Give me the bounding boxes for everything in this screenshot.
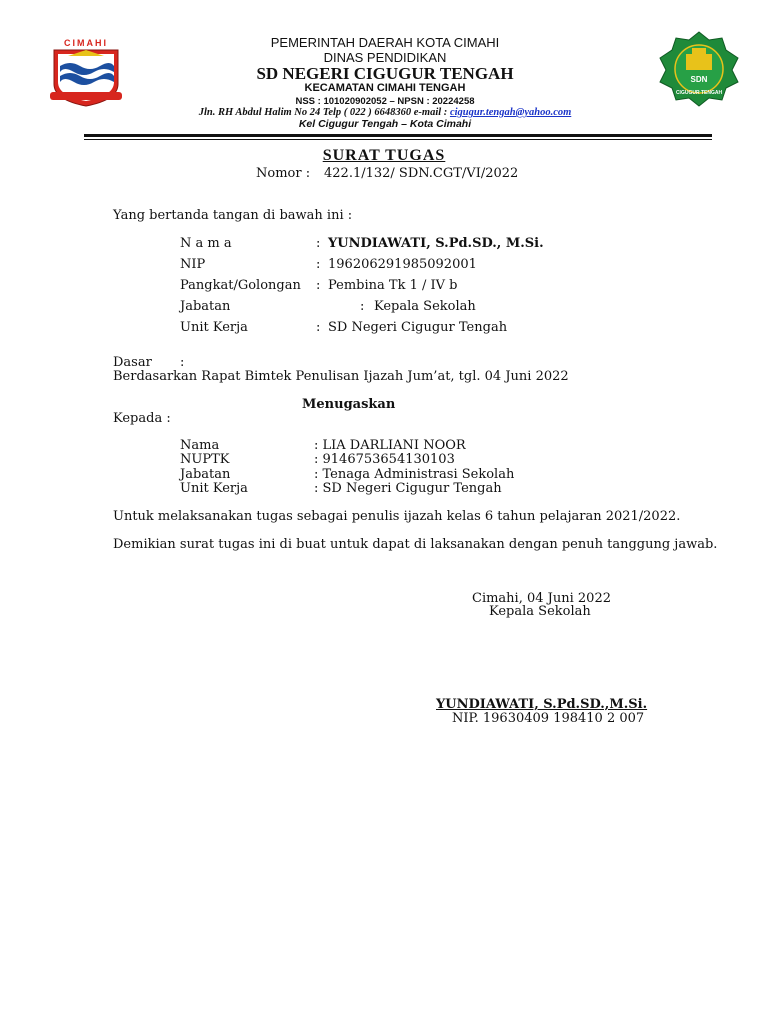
signer-nip-colon: : [316, 257, 321, 272]
assignee-name-label: Nama [180, 438, 220, 453]
assignee-nuptk-label: NUPTK [180, 452, 230, 467]
assignee-name: : LIA DARLIANI NOOR [314, 438, 466, 453]
letter-title: SURAT TUGAS [322, 147, 446, 164]
purpose-text: Untuk melaksanakan tugas sebagai penulis ijazah kelas 6 tahun pelajaran 2021/2022. [113, 509, 681, 524]
signer-unit: SD Negeri Cigugur Tengah [328, 320, 508, 335]
district-name: KECAMATAN CIMAHI TENGAH [304, 82, 466, 94]
assignee-unit: : SD Negeri Cigugur Tengah [314, 481, 502, 496]
header-divider-thin [84, 139, 712, 140]
signer-position-colon: : [360, 299, 365, 314]
menugaskan-heading: Menugaskan [302, 397, 396, 412]
letter-number-label: Nomor : [256, 166, 311, 181]
signer-name-label: N a m a [180, 236, 232, 251]
dasar-label: Dasar [113, 355, 152, 370]
signer-name-colon: : [316, 236, 321, 251]
signer-position: Kepala Sekolah [374, 299, 476, 314]
school-logo-text: SDN [690, 75, 708, 84]
kepada-label: Kepada : [113, 411, 171, 426]
email-link[interactable]: cigugur.tengah@yahoo.com [449, 107, 572, 118]
school-logo [656, 30, 742, 108]
school-logo-caption: CIGUGUR TENGAH [675, 90, 723, 96]
signer-nip: 196206291985092001 [328, 257, 477, 272]
assignee-nuptk: : 9146753654130103 [314, 452, 455, 467]
school-address [140, 107, 630, 118]
header-line-2: DINAS PENDIDIKAN [323, 50, 447, 65]
signer-rank: Pembina Tk 1 / IV b [328, 278, 458, 293]
signature-nip: NIP. 19630409 198410 2 007 [452, 711, 645, 726]
cimahi-city-logo [46, 36, 126, 108]
assignee-position: : Tenaga Administrasi Sekolah [314, 467, 515, 482]
dasar-text: Berdasarkan Rapat Bimtek Penulisan Ijazah Jum’at, tgl. 04 Juni 2022 [113, 369, 569, 384]
signer-rank-label: Pangkat/Golongan [180, 278, 301, 293]
address-text: Jln. RH Abdul Halim No 24 Telp ( 022 ) 6648360 e-mail : [198, 107, 450, 118]
header-divider-thick [84, 134, 712, 137]
dasar-colon: : [180, 355, 185, 370]
cimahi-logo-text: CIMAHI [64, 38, 108, 48]
kelurahan-line: Kel Cigugur Tengah – Kota Cimahi [298, 118, 472, 130]
header-line-1: PEMERINTAH DAERAH KOTA CIMAHI [270, 35, 500, 50]
assignee-position-label: Jabatan [180, 467, 231, 482]
signer-unit-label: Unit Kerja [180, 320, 248, 335]
intro-text: Yang bertanda tangan di bawah ini : [113, 208, 353, 223]
closing-text: Demikian surat tugas ini di buat untuk dapat di laksanakan dengan penuh tanggung jawab. [113, 537, 718, 552]
signer-unit-colon: : [316, 320, 321, 335]
assignee-unit-label: Unit Kerja [180, 481, 248, 496]
nss-npsn: NSS : 101020902052 – NPSN : 20224258 [295, 96, 475, 107]
signature-position: Kepala Sekolah [489, 604, 591, 619]
signature-name: YUNDIAWATI, S.Pd.SD.,M.Si. [436, 697, 648, 712]
signer-position-label: Jabatan [180, 299, 231, 314]
signer-rank-colon: : [316, 278, 321, 293]
letter-number: 422.1/132/ SDN.CGT/VI/2022 [324, 166, 519, 181]
place-date: Cimahi, 04 Juni 2022 [472, 591, 611, 606]
signer-nip-label: NIP [180, 257, 206, 272]
school-name: SD NEGERI CIGUGUR TENGAH [256, 64, 514, 83]
signer-name: YUNDIAWATI, S.Pd.SD., M.Si. [328, 236, 544, 251]
